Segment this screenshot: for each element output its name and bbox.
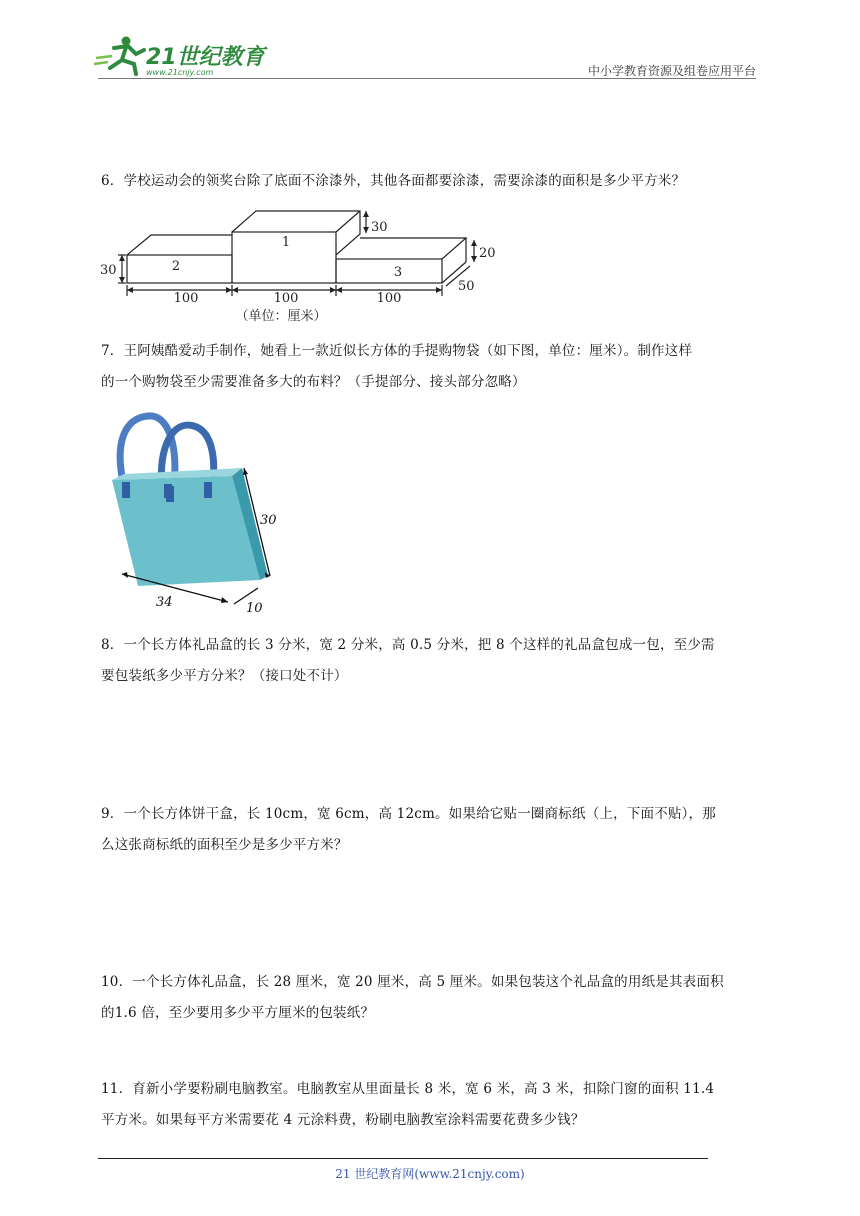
bag-height-label: 30 [260,513,277,528]
question-9 [101,799,761,861]
podium-figure [96,204,506,330]
question-line: 的1.6 倍，至少要用多少平方厘米的包装纸？ [101,1005,375,1021]
question-10 [101,967,761,1029]
bag-figure [104,404,294,618]
question-line: 的一个购物袋至少需要准备多大的布料？（手提部分、接头部分忽略） [101,374,526,390]
dim-height-right: 20 [479,246,496,261]
dim-width-2: 100 [173,291,199,306]
question-line: 11．育新小学要粉刷电脑教室。电脑教室从里面量长 8 米，宽 6 米，高 3 米，扣除门窗的面积 11.4 [101,1081,715,1097]
question-line: 7．王阿姨酷爱动手制作，她看上一款近似长方体的手提购物袋（如下图，单位：厘米）。制作这样 [101,343,693,359]
question-6 [101,166,761,197]
block-1-label: 1 [281,235,291,250]
question-line: 8．一个长方体礼品盒的长 3 分米，宽 2 分米，高 0.5 分米，把 8 个这样的礼品盒包成一包，至少需 [101,637,715,653]
footer-text: 21 世纪教育网(www.21cnjy.com) [335,1167,525,1181]
dim-width-1: 100 [273,291,299,306]
question-line: 平方米。如果每平方米需要花 4 元涂料费，粉刷电脑教室涂料需要花费多少钱？ [101,1112,585,1128]
bag-width-label: 10 [246,601,263,616]
footer-divider [98,1158,708,1159]
unit-label: （单位：厘米） [235,309,327,324]
dim-height-block1: 30 [371,220,388,235]
site-logo [92,34,272,78]
question-line: 6．学校运动会的领奖台除了底面不涂漆外，其他各面都要涂漆，需要涂漆的面积是多少平方米？ [101,173,686,189]
header-divider [98,78,756,79]
question-7 [101,336,761,398]
question-line: 9．一个长方体饼干盒，长 10cm，宽 6cm，高 12cm。如果给它贴一圈商标纸（上，下面不贴），那 [101,806,716,822]
block-2-label: 2 [171,259,181,274]
logo-text: 21世纪教育 [146,45,265,70]
logo-url: www.21cnjy.com [146,68,214,77]
bag-length-label: 34 [156,595,173,610]
dim-height-left: 30 [100,263,117,278]
question-11 [101,1074,761,1136]
question-line: 要包装纸多少平方分米？（接口处不计） [101,668,348,684]
platform-name: 中小学教育资源及组卷应用平台 [587,64,756,78]
question-8 [101,630,761,692]
runner-icon [94,37,144,75]
dim-depth: 50 [458,279,475,294]
question-line: 10．一个长方体礼品盒，长 28 厘米，宽 20 厘米，高 5 厘米。如果包装这个礼品盒的用纸是其表面积 [101,974,724,990]
dim-width-3: 100 [376,291,402,306]
block-3-label: 3 [393,265,403,280]
question-line: 么这张商标纸的面积至少是多少平方米？ [101,837,348,853]
